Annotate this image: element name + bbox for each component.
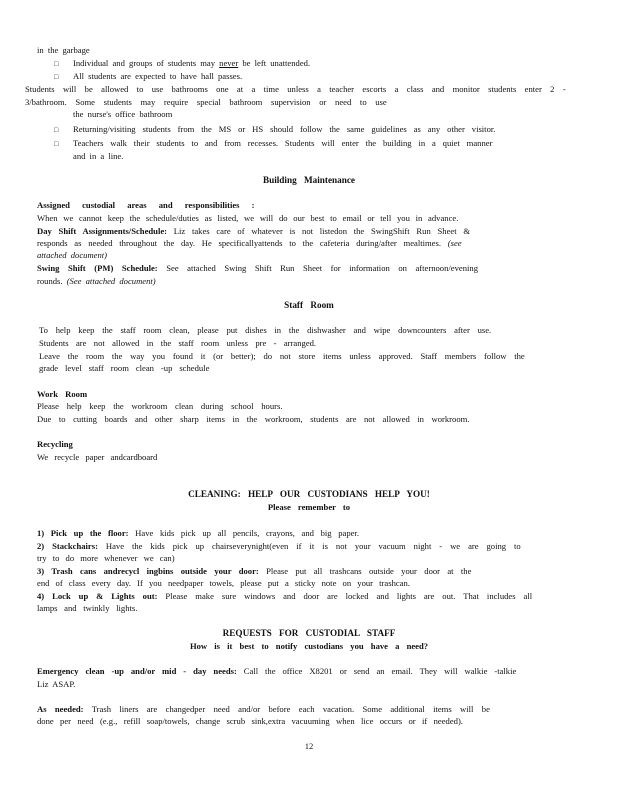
bullet-text: be left unattended. (238, 58, 311, 68)
text-line: done per need (e.g., refill soap/towels, change scrub sink,extra vacuuming when lice occurs or if needed). (37, 716, 463, 726)
list-item (37, 540, 521, 553)
text-line: We recycle paper andcardboard (37, 452, 158, 462)
text-line: Leave the room the way you found it (or better); do not store items unless approved. Staff members follow the (39, 351, 525, 361)
checkbox-bullet-icon: □ (54, 126, 59, 134)
list-item-text: Please put all trashcans outside your door at the (258, 566, 472, 576)
text-line: Liz ASAP. (37, 679, 76, 689)
checkbox-bullet-icon: □ (54, 73, 59, 81)
text-line: When we cannot keep the schedule/duties as listed, we will do our best to email or tell you in advance. (37, 213, 459, 223)
section-heading: CLEANING: HELP OUR CUSTODIANS HELP YOU! (188, 489, 430, 499)
text-line: grade level staff room clean -up schedule (39, 363, 210, 373)
emphasis-never: never (219, 58, 239, 68)
section-heading: Building Maintenance (262, 175, 356, 185)
subsection-label: Emergency clean -up and/or mid - day needs: (37, 666, 237, 676)
bullet-text: Individual and groups of students may (73, 58, 220, 68)
paragraph-text: responds as needed throughout the day. He specificallyattends to the cafeteria during/after mealtimes. (37, 238, 441, 248)
paragraph-text: rounds. (37, 276, 63, 286)
paragraph-text: Trash liners are changedper need and/or before each vacation. Some additional items will be (83, 704, 490, 714)
checkbox-bullet-icon: □ (54, 140, 59, 148)
italic-note: attached document) (37, 250, 108, 260)
subsection-label: Recycling (37, 439, 73, 449)
text-line: lamps and twinkly lights. (37, 603, 138, 613)
list-item (37, 565, 471, 578)
text-line: the nurse's office bathroom (73, 109, 173, 119)
paragraph-text: See attached Swing Shift Run Sheet for information on afternoon/evening (157, 263, 478, 273)
text-line: try to do more whenever we can) (37, 553, 175, 563)
section-heading: REQUESTS FOR CUSTODIAL STAFF (222, 628, 396, 638)
bullet-item: All students are expected to have hall passes. (73, 71, 243, 81)
checkbox-bullet-icon: □ (54, 60, 59, 68)
bullet-item: Teachers walk their students to and from recesses. Students will enter the building in a quiet manner (73, 138, 493, 148)
subsection-label: Assigned custodial areas and responsibilities : (37, 200, 255, 210)
text-line (37, 665, 516, 678)
list-item-text: Have the kids pick up chairseverynight(even if it is not your vacuum night - we are going to (97, 541, 521, 551)
italic-note: (see (441, 238, 462, 248)
section-subheading: How is it best to notify custodians you have a need? (189, 641, 429, 651)
paragraph-text: Call the office X8201 or send an email. They will walkie -talkie (236, 666, 517, 676)
text-line (37, 225, 470, 238)
list-item-text: Have kids pick up all pencils, crayons, and big paper. (128, 528, 359, 538)
list-item-label: 2) Stackchairs: (37, 541, 98, 551)
subsection-label: Day Shift Assignments/Schedule: (37, 226, 168, 236)
subsection-label: Work Room (37, 389, 88, 399)
paragraph-text: Liz takes care of whatever is not listedon the SwingShift Run Sheet & (167, 226, 471, 236)
text-line (37, 703, 490, 716)
list-item (37, 527, 359, 540)
list-item-label: 3) Trash cans andrecycl ingbins outside your door: (37, 566, 259, 576)
text-line: Students are not allowed in the staff room unless pre - arranged. (39, 338, 317, 348)
text-line: Due to cutting boards and other sharp items in the workroom, students are not allowed in workroom. (37, 414, 470, 424)
section-subheading: Please remember to (267, 502, 351, 512)
text-line: Students will be allowed to use bathrooms one at a time unless a teacher escorts a class and monitor students enter 2 - (25, 84, 566, 94)
text-line: in the garbage (37, 45, 90, 55)
text-line (37, 262, 478, 275)
subsection-label: As needed: (37, 704, 84, 714)
list-item (37, 590, 532, 603)
bullet-item: Returning/visiting students from the MS or HS should follow the same guidelines as any other visitor. (73, 124, 496, 134)
text-line (37, 237, 462, 250)
list-item-label: 1) Pick up the floor: (37, 528, 129, 538)
text-line: end of class every day. If you needpaper towels, please put a sticky note on your trashcan. (37, 578, 410, 588)
text-line (37, 275, 156, 288)
bullet-item (73, 57, 310, 70)
section-heading: Staff Room (284, 300, 334, 310)
list-item-label: 4) Lock up & Lights out: (37, 591, 158, 601)
subsection-label: Swing Shift (PM) Schedule: (37, 263, 158, 273)
page-number: 12 (304, 741, 314, 751)
text-line: and in a line. (73, 151, 124, 161)
italic-note: (See attached document) (62, 276, 156, 286)
list-item-text: Please make sure windows and door are locked and lights are out. That includes all (157, 591, 533, 601)
text-line: To help keep the staff room clean, please put dishes in the dishwasher and wipe downcounters after use. (39, 325, 492, 335)
text-line: Please help keep the workroom clean during school hours. (37, 401, 283, 411)
text-line: 3/bathroom. Some students may require special bathroom supervision or need to use (25, 97, 387, 107)
